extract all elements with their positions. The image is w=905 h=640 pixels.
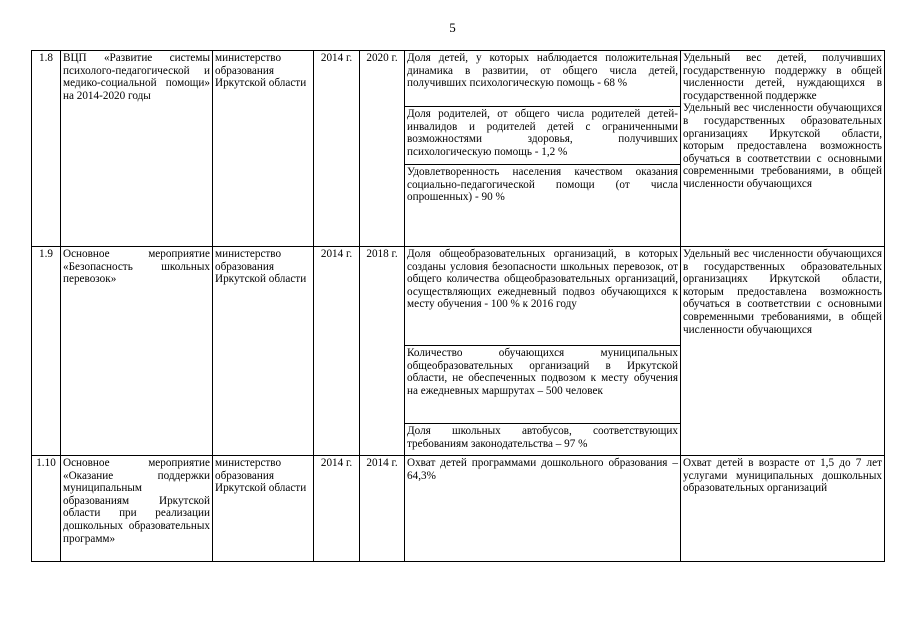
program-table bbox=[31, 50, 885, 562]
table-row bbox=[32, 51, 885, 107]
activity-name: Основное мероприятие «Безопасность школьных перевозок» bbox=[61, 247, 213, 456]
expected-result: Доля детей, у которых наблюдается положительная динамика в развитии, от общего числа детей, получивших психологическую помощь - 68 % bbox=[405, 51, 681, 107]
start-year: 2014 г. bbox=[314, 247, 360, 456]
executor: министерство образования Иркутской области bbox=[213, 456, 314, 562]
expected-result: Доля родителей, от общего числа родителей детей-инвалидов и родителей детей с ограниченными возможностями здоровья, получивших психологическую помощь - 1,2 % bbox=[405, 107, 681, 165]
expected-result: Охват детей программами дошкольного образования – 64,3% bbox=[405, 456, 681, 562]
start-year: 2014 г. bbox=[314, 456, 360, 562]
expected-result: Количество обучающихся муниципальных общеобразовательных организаций в Иркутской области, не обеспеченных подвозом к месту обучения на ежедневных маршрутах – 500 человек bbox=[405, 346, 681, 424]
activity-name: ВЦП «Развитие системы психолого-педагогической и медико-социальной помощи» на 2014-2020 годы bbox=[61, 51, 213, 247]
table-row bbox=[32, 247, 885, 346]
end-year: 2014 г. bbox=[360, 456, 405, 562]
row-number: 1.10 bbox=[32, 456, 61, 562]
indicator: Охват детей в возрасте от 1,5 до 7 лет услугами муниципальных дошкольных образовательных организаций bbox=[681, 456, 885, 562]
executor: министерство образования Иркутской области bbox=[213, 247, 314, 456]
end-year: 2020 г. bbox=[360, 51, 405, 247]
indicator: Удельный вес численности обучающихся в государственных образовательных организациях Иркутской области, которым предоставлена возможность обучаться в соответствии с основными современными требованиями, в общей численности обучающихся bbox=[681, 247, 885, 456]
activity-name: Основное мероприятие «Оказание поддержки муниципальным образованиям Иркутской области при реализации дошкольных образовательных программ» bbox=[61, 456, 213, 562]
end-year: 2018 г. bbox=[360, 247, 405, 456]
expected-result: Доля школьных автобусов, соответствующих требованиям законодательства – 97 % bbox=[405, 424, 681, 456]
start-year: 2014 г. bbox=[314, 51, 360, 247]
row-number: 1.8 bbox=[32, 51, 61, 247]
page-number: 5 bbox=[449, 20, 456, 35]
table-row bbox=[32, 456, 885, 562]
expected-result: Доля общеобразовательных организаций, в которых созданы условия безопасности школьных перевозок, от общего количества общеобразовательных организаций, осуществляющих ежедневный подвоз обучающихся к месту обучения - 100 % к 2016 году bbox=[405, 247, 681, 346]
executor: министерство образования Иркутской области bbox=[213, 51, 314, 247]
expected-result: Удовлетворенность населения качеством оказания социально-педагогической помощи (от числа опрошенных) - 90 % bbox=[405, 165, 681, 247]
indicator: Удельный вес детей, получивших государственную поддержку в общей численности детей, нуждающихся в государственной поддержке Удельный вес численности обучающихся в государственных образовательных организациях Иркутской области, которым предоставлена возможность обучаться в соответствии с основными современными требованиями, в общей численности обучающихся bbox=[681, 51, 885, 247]
row-number: 1.9 bbox=[32, 247, 61, 456]
